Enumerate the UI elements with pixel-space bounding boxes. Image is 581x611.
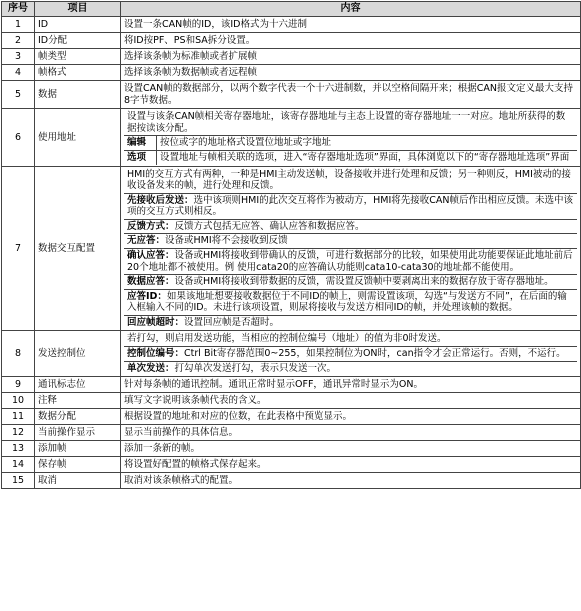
- table-row: [2, 166, 581, 331]
- row-num: 13: [2, 441, 35, 457]
- row-num: 4: [2, 65, 35, 81]
- row-content: 设置CAN帧的数据部分，以两个数字代表一个十六进制数，并以空格间隔开来；根据CAN报文定义最大支持8字节数据。: [121, 81, 581, 109]
- table-row: [2, 49, 581, 65]
- block-key: 控制位编号：: [127, 348, 185, 360]
- block-text: 设备或HMI将接收到带数据的反馈，需设置反馈帧中要剥离出来的数据存放于寄存器地址。: [174, 276, 554, 288]
- block-key: 回应帧超时：: [127, 316, 185, 328]
- block-text: 选中该项则HMI的此次交互将作为被动方，HMI将先接收CAN帧后作出相应反馈。未选中该项的交互方式则相反。: [127, 194, 574, 218]
- header-content: 内容: [121, 2, 581, 17]
- edit-text: 按位或字的地址格式设置位地址或字地址: [157, 136, 578, 151]
- row-num: 10: [2, 393, 35, 409]
- row-content: [121, 166, 581, 331]
- row-num: 11: [2, 409, 35, 425]
- row-content: 显示当前操作的具体信息。: [121, 425, 581, 441]
- row-content: [121, 331, 581, 377]
- row-item: 数据: [35, 81, 121, 109]
- table-row: [2, 17, 581, 33]
- row-item: 保存帧: [35, 457, 121, 473]
- row-content: 填写文字说明该条帧代表的含义。: [121, 393, 581, 409]
- row-content: 添加一条新的帧。: [121, 441, 581, 457]
- row-item: 当前操作显示: [35, 425, 121, 441]
- table-row: [2, 377, 581, 393]
- block-text: 反馈方式包括无应答、确认应答和数据应答。: [174, 220, 365, 232]
- row-item: 数据分配: [35, 409, 121, 425]
- row-content: 针对每条帧的通讯控制。通讯正常时显示OFF，通讯异常时显示为ON。: [121, 377, 581, 393]
- row-item: 帧类型: [35, 49, 121, 65]
- edit-key: 编辑: [124, 136, 157, 151]
- reply-id-block: [124, 289, 577, 315]
- row-item: 使用地址: [35, 109, 121, 166]
- table-row: [2, 33, 581, 49]
- block-key: 无应答：: [127, 235, 166, 247]
- row-item: ID分配: [35, 33, 121, 49]
- row-item: 添加帧: [35, 441, 121, 457]
- table-row: [2, 473, 581, 489]
- row-num: 8: [2, 331, 35, 377]
- table-row: [2, 441, 581, 457]
- single-send-block: [124, 361, 577, 376]
- block-text: Ctrl Bit寄存器范围0~255，如果控制位为ON时，can指令才会正常运行。否则，不运行。: [184, 348, 566, 360]
- row-num: 9: [2, 377, 35, 393]
- block-text: 如果该地址想要接收数据位于不同ID的帧上，则需设置该项，勾选“与发送方不同”，在后面的输入框输入不同的ID。未进行该项设置，则尿将接收与发送方相同ID的帧，并处理该帧的数据。: [127, 290, 567, 314]
- reply-timeout-block: [124, 315, 577, 330]
- row-content: 选择该条帧为标准帧或者扩展帧: [121, 49, 581, 65]
- table-row: [2, 109, 581, 166]
- data-reply-block: [124, 274, 577, 289]
- block-key: 反馈方式：: [127, 220, 175, 232]
- row-num: 6: [2, 109, 35, 166]
- row-content: 设置一条CAN帧的ID，该ID格式为十六进制: [121, 17, 581, 33]
- header-row: [2, 2, 581, 17]
- row-num: 15: [2, 473, 35, 489]
- block-text: 设备或HMI将接收到带确认的反馈，可进行数据部分的比较，如果使用此功能要保证此地址前后20个地址都不被使用。例 使用cata20的应答确认功能则cata10-cata30的地址都不能使用。: [127, 249, 573, 273]
- row-content: 取消对该条帧格式的配置。: [121, 473, 581, 489]
- row-num: 2: [2, 33, 35, 49]
- row-num: 3: [2, 49, 35, 65]
- row-content: 将设置好配置的帧格式保存起来。: [121, 457, 581, 473]
- row-content: 根据设置的地址和对应的位数，在此表格中预览显示。: [121, 409, 581, 425]
- header-item: 项目: [35, 2, 121, 17]
- block-text: 设备或HMI将不会接收到反馈: [165, 235, 288, 247]
- no-reply-block: [124, 233, 577, 248]
- block-text: 打勾单次发送打勾，表示只发送一次。: [174, 362, 337, 374]
- block-key: 先接收后发送：: [127, 194, 194, 206]
- row-item: 通讯标志位: [35, 377, 121, 393]
- block-key: 数据应答：: [127, 276, 175, 288]
- row-item: 取消: [35, 473, 121, 489]
- row-item: 注释: [35, 393, 121, 409]
- send-control-intro: 若打勾，则启用发送功能，当相应的控制位编号（地址）的值为非0时发送。: [127, 333, 447, 345]
- feedback-mode-block: [124, 219, 577, 234]
- row-item: ID: [35, 17, 121, 33]
- row-num: 7: [2, 166, 35, 331]
- row-content: [121, 109, 581, 166]
- row-item: 发送控制位: [35, 331, 121, 377]
- table-row: [2, 425, 581, 441]
- row-num: 1: [2, 17, 35, 33]
- control-bit-block: [124, 346, 577, 361]
- option-key: 选项: [124, 150, 157, 164]
- table-row: [2, 65, 581, 81]
- table-row: [2, 331, 581, 377]
- block-key: 确认应答：: [127, 249, 175, 261]
- address-intro: 设置与该条CAN帧相关寄存器地址，该寄存器地址与主态上设置的寄存器地址一一对应。地址所获得的数据按读该分配。: [127, 111, 566, 134]
- block-key: 单次发送：: [127, 362, 175, 374]
- table-row: [2, 81, 581, 109]
- row-num: 5: [2, 81, 35, 109]
- table-row: [2, 393, 581, 409]
- block-text: 设置回应帧是否超时。: [184, 316, 280, 328]
- row-num: 14: [2, 457, 35, 473]
- address-subtable: [124, 110, 577, 164]
- row-num: 12: [2, 425, 35, 441]
- interaction-intro: HMI的交互方式有两种，一种是HMI主动发送帧，设备接收并进行处理和反馈；另一种则反，HMI被动的接收设备发来的帧，进行处理和反馈。: [127, 168, 571, 192]
- row-content: 将ID按PF、PS和SA拆分设置。: [121, 33, 581, 49]
- table-row: [2, 409, 581, 425]
- block-key: 应答ID：: [127, 290, 167, 302]
- table-row: [2, 457, 581, 473]
- confirm-reply-block: [124, 248, 577, 274]
- row-content: 选择该条帧为数据帧或者远程帧: [121, 65, 581, 81]
- parameter-table: [1, 1, 581, 489]
- row-item: 数据交互配置: [35, 166, 121, 331]
- header-num: 序号: [2, 2, 35, 17]
- option-text: 设置地址与帧相关联的选项，进入“寄存器地址选项”界面，具体浏览以下的“寄存器地址选项”界面: [157, 150, 578, 164]
- row-item: 帧格式: [35, 65, 121, 81]
- receive-first-block: [124, 193, 577, 219]
